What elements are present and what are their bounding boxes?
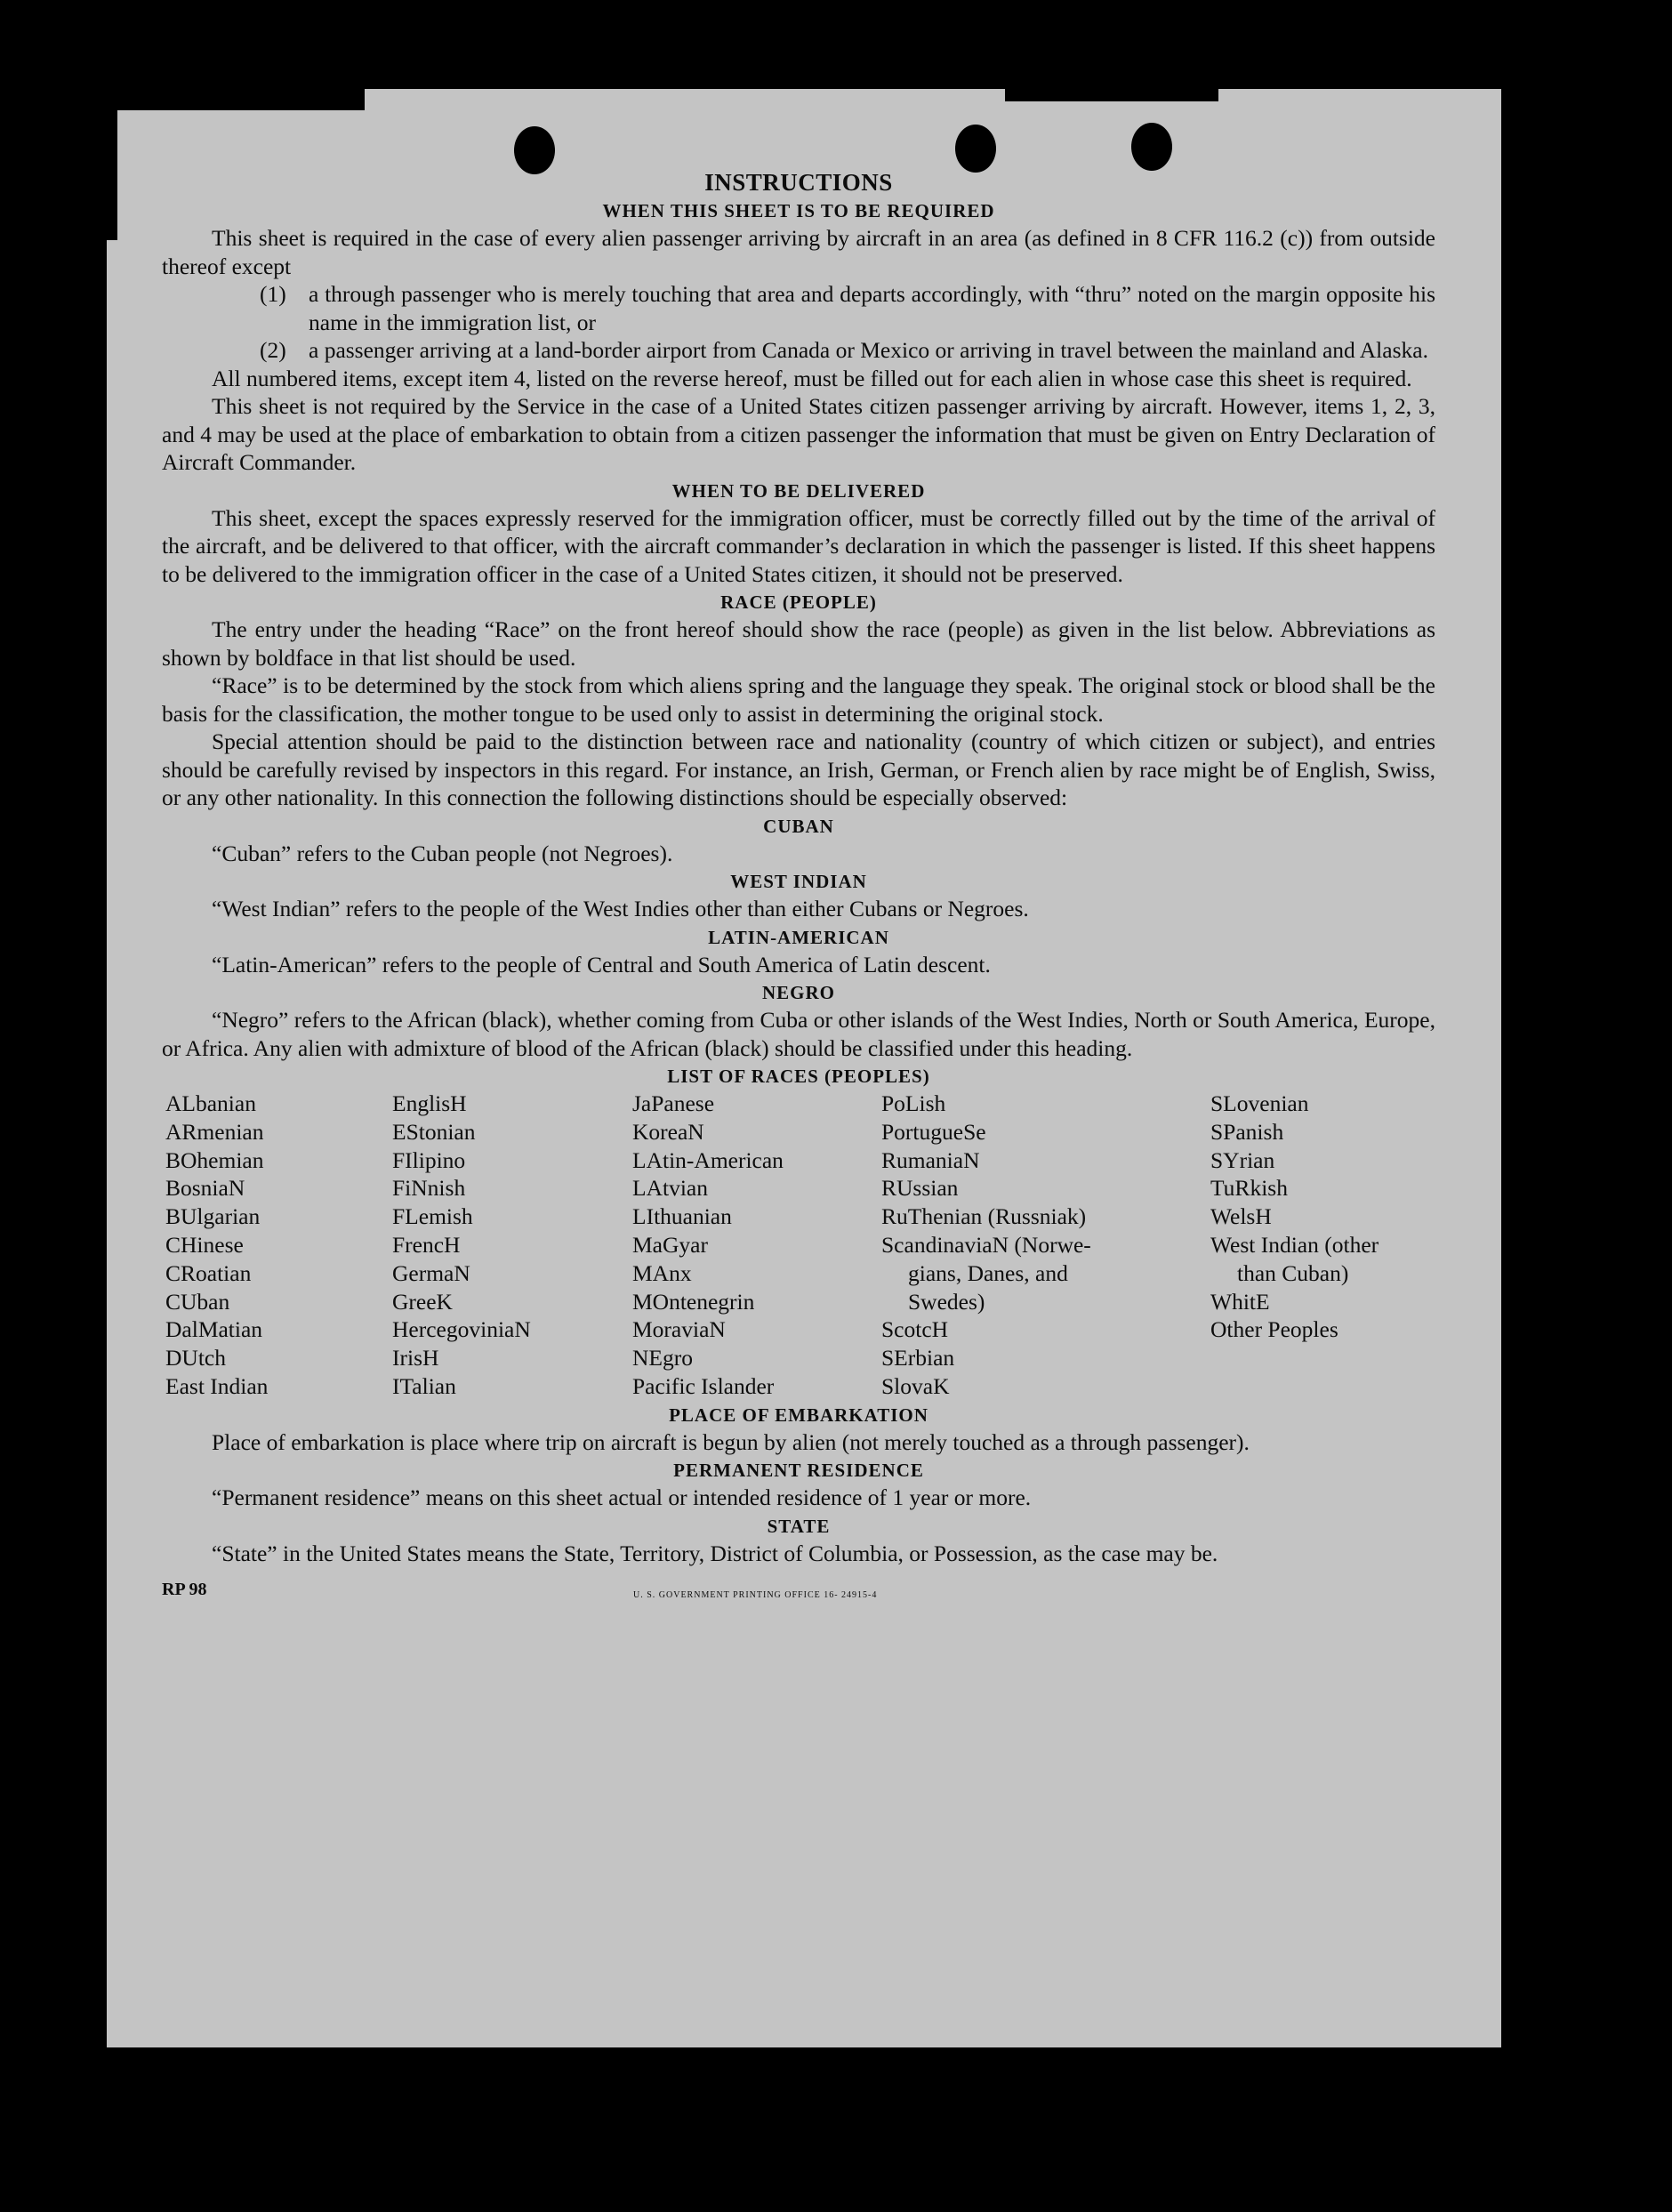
race-entry: GermaN [392,1259,470,1286]
torn-edge [1005,89,1218,101]
form-number: RP 98 [162,1580,207,1600]
race-entry: GreeK [392,1288,453,1315]
race-entry-continued: gians, Danes, and [908,1259,1068,1286]
race-entry: HercegoviniaN [392,1316,531,1343]
race-entry: PortugueSe [881,1118,986,1145]
race-entry-continued: Swedes) [908,1288,985,1315]
punch-hole [955,125,996,173]
race-entry: BosniaN [165,1175,245,1202]
race-entry: East Indian [165,1372,269,1399]
race-entry: DUtch [165,1345,226,1371]
race-entry: SLovenian [1210,1090,1309,1116]
races-column [392,1090,632,1401]
punch-hole [514,126,555,174]
race-entry: WelsH [1210,1203,1272,1230]
race-entry: LIthuanian [632,1203,732,1230]
race-entry: CUban [165,1288,230,1315]
heading-when-required: WHEN THIS SHEET IS TO BE REQUIRED [602,200,995,221]
race-entry: MOntenegrin [632,1288,755,1315]
torn-edge [107,89,365,110]
race-entry: FIlipino [392,1146,466,1173]
race-entry: SErbian [881,1345,955,1371]
race-entry: WhitE [1210,1288,1270,1315]
item-number: (2) [260,337,286,363]
race-entry: IrisH [392,1345,439,1371]
instructions-content [162,169,1435,1600]
paragraph: The entry under the heading “Race” on the front hereof should show the race (people) as given in the list below. Abbreviations as shown by boldface in that list should be used. [162,616,1435,671]
race-entry: BOhemian [165,1146,264,1173]
torn-edge [107,89,117,240]
race-entry: TuRkish [1210,1175,1288,1202]
heading-embarkation: PLACE OF EMBARKATION [669,1404,928,1426]
race-entry: PoLish [881,1090,946,1116]
paragraph: This sheet is required in the case of every alien passenger arriving by aircraft in an area (as defined in 8 CFR 116.2 (c)) from outside thereof except [162,225,1435,279]
race-entry: BUlgarian [165,1203,261,1230]
item-number: (1) [260,281,286,307]
race-entry: CHinese [165,1231,244,1258]
race-entry: RumaniaN [881,1146,980,1173]
race-entry: SYrian [1210,1146,1275,1173]
paragraph: “Negro” refers to the African (black), whether coming from Cuba or other islands of the West Indies, North or South America, Europe, or Africa. Any alien with admixture of blood of the African (black) should be classified under this heading. [162,1007,1435,1061]
races-column [1210,1090,1433,1401]
list-item [162,336,1435,365]
race-entry: SlovaK [881,1372,950,1399]
paragraph: “Latin-American” refers to the people of Central and South America of Latin descent. [212,951,991,977]
race-entry: ScandinaviaN (Norwe- [881,1231,1091,1258]
heading-latin-american: LATIN-AMERICAN [708,926,889,948]
paragraph: “Cuban” refers to the Cuban people (not Negroes). [212,840,673,866]
heading-list-of-races: LIST OF RACES (PEOPLES) [667,1066,930,1087]
race-entry: NEgro [632,1345,693,1371]
race-entry: SPanish [1210,1118,1284,1145]
paragraph: This sheet is not required by the Service in the case of a United States citizen passenger arriving by aircraft. However, items 1, 2, 3, and 4 may be used at the place of embarkation to obtain from a citizen passenger the information that must be given on Entry Declaration of Aircraft Commander. [162,393,1435,475]
race-entry: LAtvian [632,1175,708,1202]
race-entry: Other Peoples [1210,1316,1338,1343]
race-entry: EStonian [392,1118,476,1145]
race-entry: LAtin-American [632,1146,784,1173]
races-table [165,1090,1435,1401]
paragraph: Special attention should be paid to the distinction between race and nationality (country of which citizen or subject), and entries should be carefully revised by inspectors in this regard. For instance, an Irish, German, or French alien by race might be of English, Swiss, or any other nationality. In this connection the following distinctions should be especially observed: [162,728,1435,810]
paragraph: “West Indian” refers to the people of the West Indies other than either Cubans or Negroes. [212,896,1029,921]
race-entry-continued: than Cuban) [1237,1259,1349,1286]
race-entry: DalMatian [165,1316,263,1343]
heading-state: STATE [767,1515,831,1537]
race-entry: FLemish [392,1203,473,1230]
race-entry: EnglisH [392,1090,467,1116]
race-entry: MaGyar [632,1231,708,1258]
punch-hole [1131,123,1172,171]
race-entry: KoreaN [632,1118,704,1145]
race-entry: West Indian (other [1210,1231,1379,1258]
heading-cuban: CUBAN [763,815,834,837]
document-sheet [107,89,1501,2047]
race-entry: MAnx [632,1259,692,1286]
printer-imprint: U. S. GOVERNMENT PRINTING OFFICE 16- 24915-4 [633,1590,878,1601]
footer [162,1580,1435,1600]
heading-residence: PERMANENT RESIDENCE [673,1460,924,1482]
heading-negro: NEGRO [761,982,835,1003]
item-text: a passenger arriving at a land-border airport from Canada or Mexico or arriving in travel between the mainland and Alaska. [309,337,1428,363]
page-title: INSTRUCTIONS [704,169,893,196]
race-entry: Pacific Islander [632,1372,775,1399]
paragraph: “State” in the United States means the State, Territory, District of Columbia, or Possession, as the case may be. [212,1540,1218,1566]
race-entry: ARmenian [165,1118,264,1145]
races-column [165,1090,392,1401]
race-entry: RUssian [881,1175,959,1202]
race-entry: FrencH [392,1231,461,1258]
item-text: a through passenger who is merely touching that area and departs accordingly, with “thru” noted on the margin opposite his name in the immigration list, or [309,281,1435,335]
races-column [632,1090,881,1401]
race-entry: ALbanian [165,1090,256,1116]
heading-west-indian: WEST INDIAN [730,871,867,892]
race-entry: RuThenian (Russniak) [881,1203,1087,1230]
heading-when-delivered: WHEN TO BE DELIVERED [671,479,926,502]
race-entry: FiNnish [392,1175,466,1202]
race-entry: JaPanese [632,1090,715,1116]
list-item [162,280,1435,336]
paragraph: Place of embarkation is place where trip on aircraft is begun by alien (not merely touched as a through passenger). [212,1428,1250,1455]
race-entry: MoraviaN [632,1316,726,1343]
race-entry: CRoatian [165,1259,252,1286]
paragraph: All numbered items, except item 4, listed on the reverse hereof, must be filled out for each alien in whose case this sheet is required. [212,365,1412,391]
races-column [881,1090,1210,1401]
paragraph: “Permanent residence” means on this sheet actual or intended residence of 1 year or more. [212,1484,1032,1511]
race-entry: ITalian [392,1372,456,1399]
race-entry: ScotcH [881,1316,949,1343]
paragraph: “Race” is to be determined by the stock from which aliens spring and the language they speak. The original stock or blood shall be the basis for the classification, the mother tongue to be used only to assist in determining the original stock. [162,672,1435,727]
paragraph: This sheet, except the spaces expressly reserved for the immigration officer, must be correctly filled out by the time of the arrival of the aircraft, and be delivered to that officer, with the aircraft commander’s declaration in which the passenger is listed. If this sheet happens to be delivered to the immigration officer in the case of a United States citizen, it should not be preserved. [162,504,1435,587]
heading-race: RACE (PEOPLE) [720,591,877,613]
